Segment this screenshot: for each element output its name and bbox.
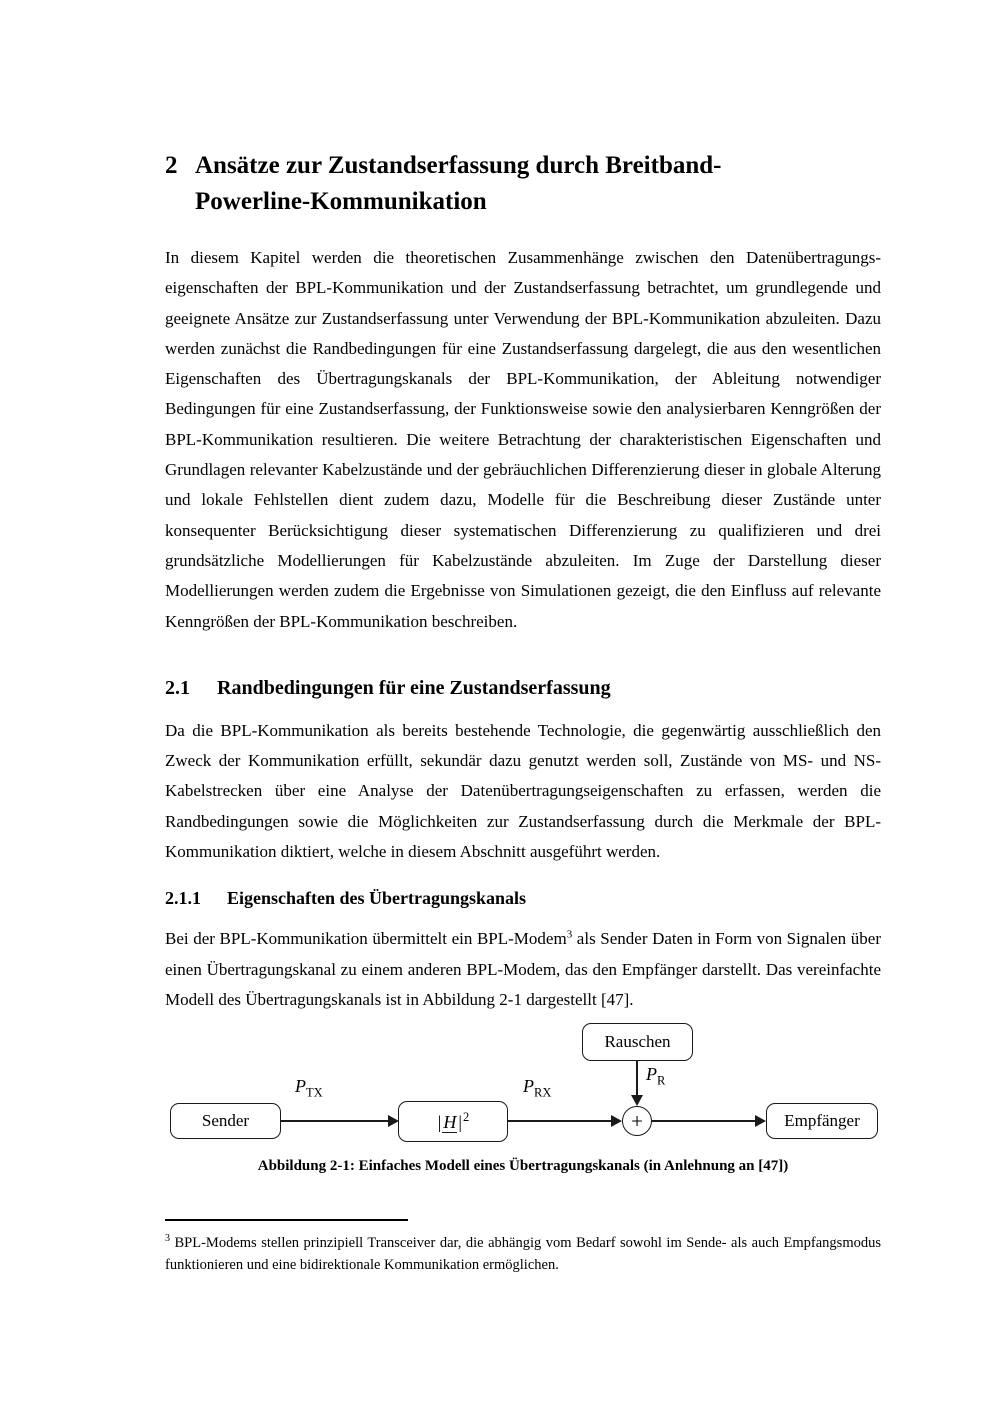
subsection-title: Eigenschaften des Übertragungskanals: [227, 888, 527, 909]
page-content: [165, 0, 881, 1276]
chapter-title-line1: Ansätze zur Zustandserfassung durch Breitband-: [195, 152, 722, 179]
sender-block: [170, 1103, 281, 1139]
footnote-rule: [165, 1219, 408, 1221]
summation-node: [622, 1106, 652, 1136]
subsection-number: 2.1.1: [165, 888, 201, 909]
footnote-reference-marker: 3: [566, 928, 573, 941]
arrow-channel-to-sum-head: [611, 1115, 622, 1127]
intro-paragraph: In diesem Kapitel werden die theoretischen Zusammenhänge zwischen den Datenübertragungseigenschaften der BPL-Kommunikation und der Zustandserfassung betrachtet, um grundlegende und geeignete Ansätze zur Zustandserfassung unter Verwendung der BPL-Kommunikation abzuleiten. Dazu werden zunächst die Randbedingungen für eine Zustandserfassung dargelegt, die aus den wesentlichen Eigenschaften des Übertragungskanals der BPL-Kommunikation, der Ableitung notwendiger Bedingungen für eine Zustandserfassung, der Funktionsweise sowie den analysierbaren Kenngrößen der BPL-Kommunikation resultieren. Die weitere Betrachtung der charakteristischen Eigenschaften und Grundlagen relevanter Kabelzustände und der gebräuchlichen Differenzierung dieser in globale Alterung und lokale Fehlstellen dient zudem dazu, Modelle für die Beschreibung dieser Zustände unter konsequenter Berücksichtigung dieser systematischen Differenzierung zu qualifizieren und drei grundsätzliche Modellierungen für Kabelzustände abzuleiten. Im Zuge der Darstellung dieser Modellierungen werden zudem die Ergebnisse von Simulationen gezeigt, die den Einfluss auf relevante Kenngrößen der BPL-Kommunikation beschreiben.: [165, 248, 881, 631]
channel-gain-label: [437, 1110, 469, 1133]
ptx-symbol: P: [295, 1076, 306, 1097]
section-number: 2.1: [165, 676, 190, 699]
arrow-noise-to-sum-line: [636, 1061, 638, 1097]
chapter-title-line2: Powerline-Kommunikation: [195, 188, 487, 215]
arrow-sender-to-channel-line: [281, 1120, 390, 1122]
subsection-heading: [165, 885, 881, 911]
arrow-channel-to-sum-line: [508, 1120, 613, 1122]
abs-bar-close: |: [458, 1112, 462, 1133]
channel-gain-block: [398, 1101, 508, 1142]
chapter-title: [195, 148, 721, 220]
subsection-paragraph-part1: Bei der BPL-Kommunikation übermittelt ein BPL-Modem: [165, 929, 567, 949]
noise-block-label: Rauschen: [604, 1032, 671, 1052]
pr-symbol: P: [646, 1064, 657, 1085]
footnote-text: [165, 1228, 881, 1276]
arrow-sender-to-channel-head: [388, 1115, 399, 1127]
ptx-label: [295, 1076, 323, 1101]
noise-block: [582, 1023, 693, 1061]
section-title: Randbedingungen für eine Zustandserfassung: [217, 676, 611, 699]
pr-label: [646, 1064, 665, 1089]
prx-label: [523, 1076, 551, 1101]
receiver-block-label: Empfänger: [784, 1111, 860, 1131]
subsection-paragraph-part2: als Sender Daten in Form von Signalen über einen Übertragungskanal zu einem anderen BPL-Modem, das den Empfänger darstellt. Das vereinfachte Modell des Übertragungskanals ist in Abbildung 2-1 dargestellt [47].: [165, 929, 881, 1009]
arrow-sum-to-receiver-line: [652, 1120, 757, 1122]
section-paragraph: Da die BPL-Kommunikation als bereits bestehende Technologie, die gegenwärtig ausschließlich den Zweck der Kommunikation erfüllt, sekundär dazu genutzt werden soll, Zustände von MS- und NS-Kabelstrecken über eine Analyse der Datenübertragungseigenschaften zu erfassen, werden die Randbedingungen sowie die Möglichkeiten zur Zustandserfassung durch die Merkmale der BPL-Kommunikation diktiert, welche in diesem Abschnitt ausgeführt werden.: [165, 720, 881, 862]
arrow-sum-to-receiver-head: [755, 1115, 766, 1127]
footnote-marker: 3: [165, 1233, 170, 1245]
prx-subscript: RX: [534, 1085, 552, 1100]
figure-2-1: [165, 1023, 881, 1175]
channel-model-diagram: [165, 1023, 881, 1148]
exponent: 2: [462, 1110, 470, 1125]
chapter-number: 2: [165, 152, 178, 179]
chapter-heading: [165, 148, 881, 220]
footnote-body: BPL-Modems stellen prinzipiell Transceiver dar, die abhängig vom Bedarf sowohl im Sende- als auch Empfangsmodus funktionieren und eine bidirektionale Kommunikation ermöglichen.: [165, 1235, 881, 1274]
abs-bar-open: |: [437, 1112, 442, 1133]
pr-subscript: R: [657, 1073, 666, 1088]
transfer-function-symbol: H: [443, 1112, 457, 1133]
section-heading: [165, 674, 881, 702]
arrow-noise-to-sum-head: [631, 1095, 643, 1106]
footnote-area: [165, 1219, 881, 1276]
subsection-paragraph: [165, 924, 881, 1015]
ptx-subscript: TX: [306, 1085, 323, 1100]
plus-sign: +: [631, 1108, 643, 1133]
prx-symbol: P: [523, 1076, 534, 1097]
figure-caption: Abbildung 2-1: Einfaches Modell eines Übertragungskanals (in Anlehnung an [47]): [257, 1158, 789, 1175]
sender-block-label: Sender: [201, 1111, 250, 1131]
receiver-block: [766, 1103, 878, 1139]
